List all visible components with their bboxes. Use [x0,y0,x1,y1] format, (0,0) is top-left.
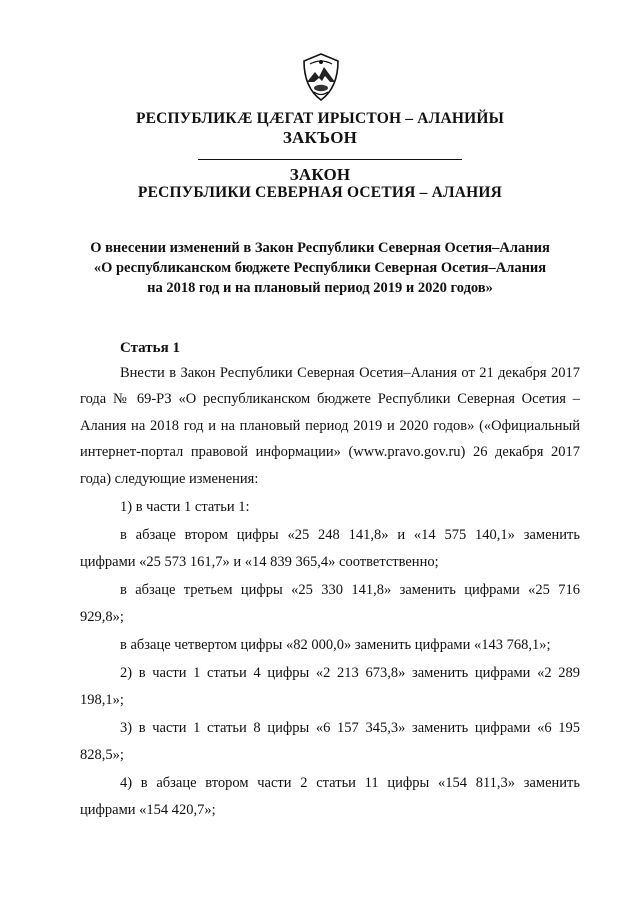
law-heading-ossetian: ЗАКЪОН [282,128,358,147]
paragraph-item-1-abz3: в абзаце третьем цифры «25 330 141,8» заменить цифрами «25 716 929,8»; [80,582,580,625]
law-title-line-1: О внесении изменений в Закон Республики Северная Осетия–Алания [90,240,550,256]
law-title [60,238,580,298]
article-body [80,360,580,823]
paragraph-item-4: 4) в абзаце втором части 2 статьи 11 цифры «154 811,3» заменить цифрами «154 420,7»; [80,775,580,818]
paragraph-item-1-abz2: в абзаце втором цифры «25 248 141,8» и «14 575 140,1» заменить цифрами «25 573 161,7» и «14 839 365,4» соответственно; [80,527,580,570]
republic-name-russian: РЕСПУБЛИКИ СЕВЕРНАЯ ОСЕТИЯ – АЛАНИЯ [137,184,503,201]
paragraph-item-1-abz4: в абзаце четвертом цифры «82 000,0» заменить цифрами «143 768,1»; [120,637,551,654]
coat-of-arms-emblem [300,52,342,102]
paragraph-item-3: 3) в части 1 статьи 8 цифры «6 157 345,3» заменить цифрами «6 195 828,5»; [80,720,580,763]
law-heading-russian: ЗАКОН [289,165,351,184]
paragraph-intro: Внести в Закон Республики Северная Осетия–Алания от 21 декабря 2017 года № 69-РЗ «О республиканском бюджете Республики Северная Осетия – Алания на 2018 год и на плановый период 2019 и 2020 годов» («Официальный интернет-портал правовой информации» (www.pravo.gov.ru) 26 декабря 2017 года) следующие изменения: [80,365,580,487]
paragraph-item-1: 1) в части 1 статьи 1: [120,499,250,516]
republic-name-ossetian: РЕСПУБЛИКӔ ЦӔГАТ ИРЫСТОН – АЛАНИЙЫ [135,110,505,127]
article-heading: Статья 1 [120,340,180,356]
law-title-line-2: «О республиканском бюджете Республики Северная Осетия–Алания [93,260,547,276]
header-divider [198,159,462,160]
law-title-line-3: на 2018 год и на плановый период 2019 и 2020 годов» [147,280,493,296]
paragraph-item-2: 2) в части 1 статьи 4 цифры «2 213 673,8» заменить цифрами «2 289 198,1»; [80,665,580,708]
